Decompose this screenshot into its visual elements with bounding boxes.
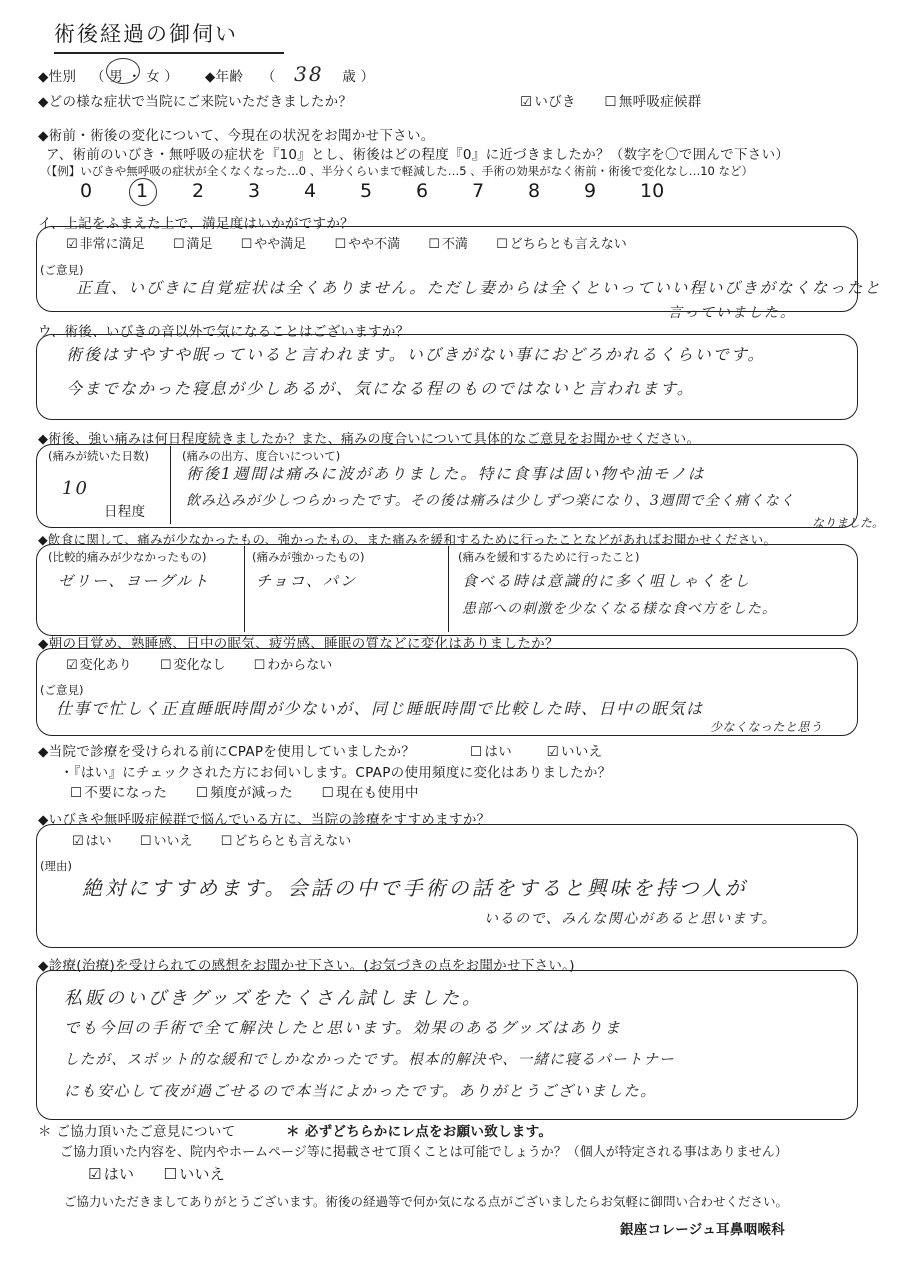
- food-strong-value[interactable]: チョコ、パン: [256, 572, 357, 590]
- gender-label: ◆性別: [38, 69, 77, 85]
- satisfaction-options: [66, 233, 651, 252]
- sleep-options: [66, 654, 356, 673]
- cpap-still-using-checkbox[interactable]: ☐ 現在も使用中: [322, 781, 419, 801]
- scale-9[interactable]: 9: [584, 180, 597, 202]
- food-divider-2: [448, 546, 449, 632]
- footer-options: [88, 1163, 249, 1184]
- publish-yes-checkbox[interactable]: ☑ はい: [88, 1163, 134, 1184]
- scale-10[interactable]: 10: [640, 180, 665, 202]
- scale-6[interactable]: 6: [416, 180, 429, 202]
- food-divider-1: [244, 546, 245, 632]
- scale-selected-circle: [129, 178, 157, 206]
- scale-row: [80, 180, 696, 202]
- gender-row: [38, 62, 374, 86]
- satisfaction-answer-line-1[interactable]: 正直、いびきに自覚症状は全くありません。ただし妻からは全くといっていい程いびきがなくなったと: [76, 279, 882, 297]
- unknown-checkbox[interactable]: ☐ わからない: [254, 654, 333, 673]
- symptoms-question: ◆どの様な症状で当院にご来院いただきましたか？: [38, 94, 353, 110]
- change-question: ◆術前・術後の変化について、今現在の状況をお聞かせ下さい。: [38, 128, 435, 144]
- sleep-answer-line-1[interactable]: 仕事で忙しく正直睡眠時間が少ないが、同じ睡眠時間で比較した時、日中の眠気は: [56, 699, 704, 718]
- pain-days-label: (痛みが続いた日数): [48, 449, 149, 463]
- footer-note-a: ＊ ご協力頂いたご意見について: [38, 1124, 236, 1140]
- age-label: ◆年齢: [204, 69, 244, 85]
- cpap-reduced-checkbox[interactable]: ☐ 頻度が減った: [196, 781, 293, 801]
- scale-1[interactable]: 1: [136, 180, 149, 202]
- pain-days-value[interactable]: 10: [62, 478, 89, 499]
- satisfaction-opinion-label: (ご意見): [40, 263, 84, 277]
- scale-2[interactable]: 2: [192, 180, 205, 202]
- clinic-name: 銀座コレージュ耳鼻咽喉科: [620, 1222, 786, 1238]
- sleep-opinion-label: (ご意見): [40, 683, 84, 697]
- footer-question: ご協力頂いた内容を、院内やホームページ等に掲載させて頂くことは可能でしょうか？（個人が特定される事はありません）: [60, 1145, 788, 1160]
- food-less-label: (比較的痛みが少なかったもの): [48, 550, 207, 564]
- scale-5[interactable]: 5: [360, 180, 373, 202]
- impression-answer-line-2[interactable]: でも今回の手術で全て解決したと思います。効果のあるグッズはありま: [64, 1019, 622, 1037]
- pain-question: ◆術後、強い痛みは何日程度続きましたか？また、痛みの度合いについて具体的なご意見をお聞かせください。: [38, 432, 700, 447]
- food-strong-label: (痛みが強かったもの): [252, 550, 365, 564]
- cpap-no-checkbox[interactable]: ☑ いいえ: [547, 740, 603, 760]
- scale-3[interactable]: 3: [248, 180, 261, 202]
- publish-no-checkbox[interactable]: ☐ いいえ: [163, 1163, 225, 1184]
- changed-checkbox[interactable]: ☑ 変化あり: [66, 654, 132, 673]
- sleep-answer-line-2[interactable]: 少なくなったと思う: [710, 720, 823, 734]
- somewhat-dissatisfied-checkbox[interactable]: ☐ やや不満: [334, 233, 400, 252]
- pain-box: [36, 444, 858, 528]
- satisfaction-answer-line-2[interactable]: 言っていました。: [668, 305, 796, 321]
- scale-7[interactable]: 7: [472, 180, 485, 202]
- recommend-question: ◆いびきや無呼吸症候群で悩んでいる方に、当院の診療をすすめますか？: [38, 812, 491, 828]
- very-satisfied-checkbox[interactable]: ☑ 非常に満足: [66, 233, 145, 252]
- satisfaction-question: イ、上記をふまえた上で、満足度はいかがですか？: [38, 216, 354, 232]
- food-relief-line-2[interactable]: 患部への刺激を少なくなる様な食べ方をした。: [462, 601, 777, 617]
- sleep-question: ◆朝の目覚め、熟睡感、日中の眠気、疲労感、睡眠の質などに変化はありましたか？: [38, 636, 559, 652]
- food-question: ◆飲食に関して、痛みが少なかったもの、強かったもの、また痛みを緩和するために行ったことなどがあればお聞かせください。: [38, 532, 777, 547]
- change-example: （【例】いびきや無呼吸の症状が全くなくなった…0 、半分くらいまで軽減した…5 、手術の効果がなく術前・術後で変化なし…10 など）: [40, 164, 753, 178]
- dissatisfied-checkbox[interactable]: ☐ 不満: [428, 233, 468, 252]
- scale-8[interactable]: 8: [528, 180, 541, 202]
- male-selected-circle: [106, 58, 140, 84]
- impression-answer-line-3[interactable]: したが、スポット的な緩和でしかなかったです。根本的解決や、一緒に寝るパートナー: [64, 1052, 675, 1068]
- pain-degree-label: (痛みの出方、度合いについて): [182, 449, 341, 463]
- other-concern-question: ウ、術後、いびきの音以外で気になることはございますか？: [38, 324, 410, 340]
- cpap-options: [470, 740, 626, 760]
- neutral-checkbox[interactable]: ☐ どちらとも言えない: [496, 233, 627, 252]
- pain-answer-line-3[interactable]: なりました。: [812, 516, 885, 530]
- pain-days-unit: 日程度: [104, 504, 146, 520]
- pain-answer-line-2[interactable]: 飲み込みが少しつらかったです。その後は痛みは少しずつ楽になり、3週間で全く痛くなく: [186, 493, 795, 509]
- other-concern-answer-line-1[interactable]: 術後はすやすや眠っていると言われます。いびきがない事におどろかれるくらいです。: [66, 345, 766, 364]
- scale-4[interactable]: 4: [304, 180, 317, 202]
- age-open: （: [261, 69, 276, 85]
- recommend-reason-label: (理由): [40, 859, 72, 873]
- impression-answer-line-4[interactable]: にも安心して夜が過ごせるので本当によかったです。ありがとうございました。: [64, 1082, 657, 1100]
- recommend-neutral-checkbox[interactable]: ☐ どちらとも言えない: [221, 830, 352, 849]
- change-sub-question: ア、術前のいびき・無呼吸の症状を『10』とし、術後はどの程度『0』に近づきましたか？（数字を〇で囲んで下さい）: [46, 147, 790, 163]
- pain-answer-line-1[interactable]: 術後1週間は痛みに波がありました。特に食事は固い物や油モノは: [186, 465, 706, 483]
- recommend-options: [72, 830, 375, 849]
- cpap-sub-question: ・『はい』にチェックされた方にお伺いします。CPAPの使用頻度に変化はありましたか？: [60, 765, 612, 781]
- pain-divider: [170, 446, 171, 524]
- cpap-sub-options: [70, 781, 443, 801]
- food-less-value[interactable]: ゼリー、ヨーグルト: [58, 572, 210, 590]
- satisfied-checkbox[interactable]: ☐ 満足: [173, 233, 213, 252]
- somewhat-satisfied-checkbox[interactable]: ☐ やや満足: [241, 233, 307, 252]
- cpap-unneeded-checkbox[interactable]: ☐ 不要になった: [70, 781, 167, 801]
- cpap-question: ◆当院で診療を受けられる前にCPAPを使用していましたか？: [38, 744, 416, 760]
- symptoms-options: [520, 90, 726, 110]
- other-concern-answer-line-2[interactable]: 今までなかった寝息が少しあるが、気になる程のものではないと言われます。: [66, 379, 695, 398]
- gender-options: （ 男 ・ 女 ）: [90, 69, 179, 85]
- age-value[interactable]: 38: [294, 62, 324, 86]
- page-title: 術後経過の御伺い: [54, 18, 284, 54]
- food-relief-label: (痛みを緩和するために行ったこと): [458, 550, 640, 564]
- footer-note-b: ＊ 必ずどちらかにレ点をお願い致します。: [286, 1124, 553, 1140]
- footer-thanks: ご協力いただきましてありがとうございます。術後の経過等で何か気になる点がございましたらお気軽に御問い合わせください。: [64, 1194, 789, 1209]
- recommend-answer-line-1[interactable]: 絶対にすすめます。会話の中で手術の話をすると興味を持つ人が: [82, 876, 748, 900]
- impression-question: ◆診療(治療)を受けられての感想をお聞かせ下さい。(お気づきの点をお聞かせ下さい。): [38, 958, 575, 974]
- recommend-answer-line-2[interactable]: いるので、みんな関心があると思います。: [484, 911, 778, 927]
- snoring-checkbox[interactable]: ☑ いびき: [520, 90, 576, 110]
- recommend-yes-checkbox[interactable]: ☑ はい: [72, 830, 112, 849]
- apnea-checkbox[interactable]: ☐ 無呼吸症候群: [604, 90, 701, 110]
- impression-answer-line-1[interactable]: 私販のいびきグッズをたくさん試しました。: [64, 988, 484, 1009]
- recommend-no-checkbox[interactable]: ☐ いいえ: [140, 830, 193, 849]
- food-relief-line-1[interactable]: 食べる時は意識的に多く咀しゃくをし: [462, 572, 752, 590]
- age-unit: 歳 ）: [342, 69, 375, 85]
- scale-0[interactable]: 0: [80, 180, 93, 202]
- cpap-yes-checkbox[interactable]: ☐ はい: [470, 740, 512, 760]
- no-change-checkbox[interactable]: ☐ 変化なし: [160, 654, 226, 673]
